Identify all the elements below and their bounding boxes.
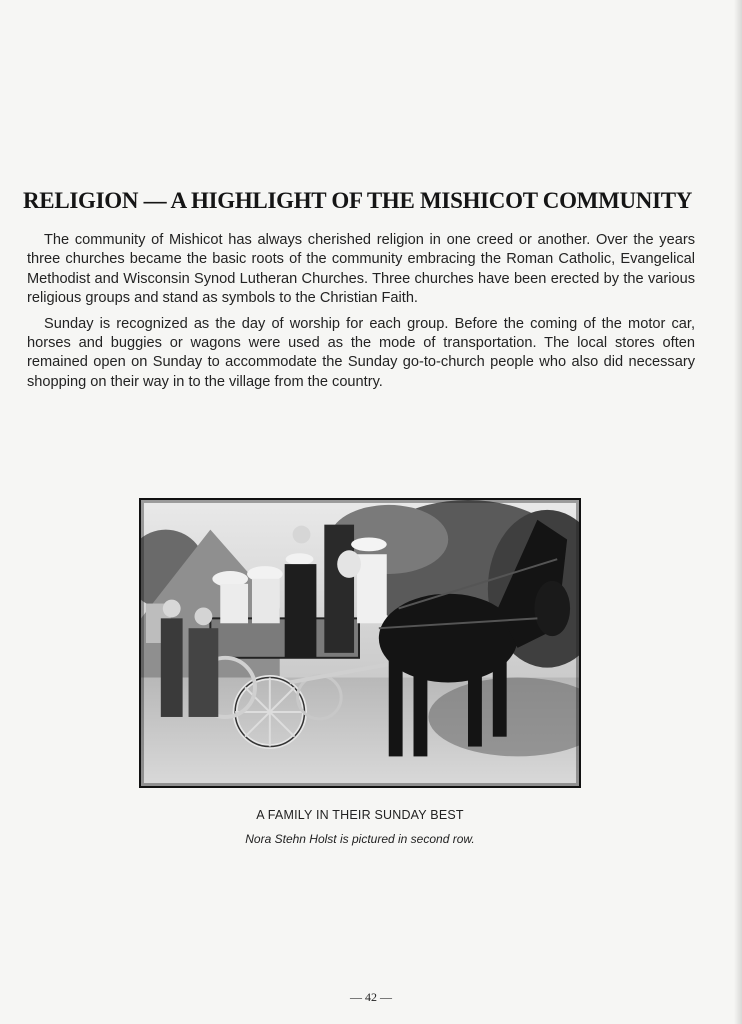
- photo-illustration: [141, 500, 579, 786]
- paragraph-1: The community of Mishicot has always cherished religion in one creed or another. Over the years three churches became the basic roots of the community embracing the Roman Catholic, Evangelical Methodist and Wisconsin Synod Lutheran Churches. Three churches have been erected by the various religious groups and stand as symbols to the Christian Faith.: [27, 232, 695, 307]
- page-edge-shadow: [734, 0, 742, 1024]
- article-title: RELIGION — A HIGHLIGHT OF THE MISHICOT COMMUNITY: [23, 188, 693, 213]
- photo-caption: A FAMILY IN THEIR SUNDAY BEST: [256, 808, 464, 822]
- family-photo: [139, 498, 581, 788]
- article-body: [27, 231, 695, 398]
- photo-subcaption: Nora Stehn Holst is pictured in second row.: [245, 832, 475, 846]
- page-number: — 42 —: [350, 990, 392, 1004]
- paragraph-2: Sunday is recognized as the day of worship for each group. Before the coming of the motor car, horses and buggies or wagons were used as the mode of transportation. The local stores often remained open on Sunday to accommodate the Sunday go-to-church people who also did necessary shopping on their way in to the village from the country.: [27, 315, 695, 390]
